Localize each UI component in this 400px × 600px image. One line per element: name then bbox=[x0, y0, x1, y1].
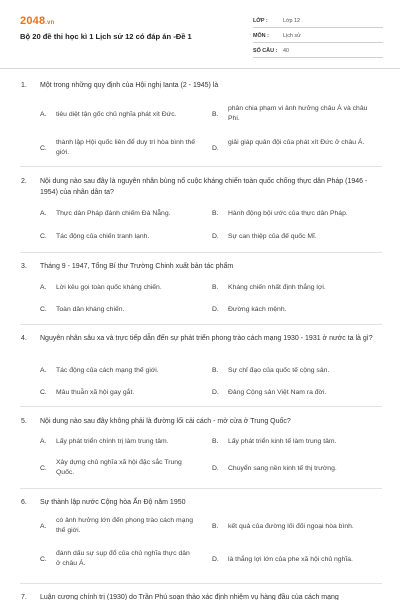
option-text: Tác động của chiến tranh lạnh. bbox=[56, 233, 150, 240]
option-letter: B. bbox=[212, 284, 219, 291]
option-text: phân chia phạm vi ảnh hưởng châu Á và châu Phi. bbox=[228, 105, 368, 122]
question-divider bbox=[20, 252, 382, 253]
option-letter: D. bbox=[212, 306, 219, 313]
option-letter: A. bbox=[40, 284, 47, 291]
option-letter: B. bbox=[212, 367, 219, 374]
option-text: thành lập Hội quốc liên để duy trì hòa bình thế giới. bbox=[56, 139, 196, 156]
option-text: Toàn dân kháng chiến. bbox=[56, 306, 125, 313]
question-text: Tháng 9 - 1947, Tổng Bí thư Trường Chinh xuất bản tác phẩm bbox=[40, 263, 234, 270]
option-letter: C. bbox=[40, 556, 47, 563]
meta-row-count bbox=[253, 44, 383, 58]
option-text: có ảnh hưởng lớn đến phong trào cách mạng thế giới. bbox=[56, 517, 194, 534]
option-text: tiêu diệt tận gốc chủ nghĩa phát xít Đức. bbox=[56, 111, 177, 118]
option-letter: C. bbox=[40, 465, 47, 472]
option-text: Lấy phát triển chính trị làm trung tâm. bbox=[56, 438, 169, 445]
question-number: 2. bbox=[21, 178, 27, 185]
document-title: Bộ 20 đề thi học kì 1 Lịch sử 12 có đáp án -Đề 1 bbox=[20, 32, 192, 41]
option-text: đánh dấu sự sụp đổ của chủ nghĩa thực dân ở châu Á. bbox=[56, 550, 190, 567]
logo-suffix: .vn bbox=[45, 20, 55, 26]
option-text: Chuyển sang nền kinh tế thị trường. bbox=[228, 465, 337, 472]
option-text: Tác động của cách mạng thế giới. bbox=[56, 367, 159, 374]
option-letter: C. bbox=[40, 233, 47, 240]
option-text: Sự chỉ đạo của quốc tế cộng sản. bbox=[228, 367, 330, 374]
option-letter: D. bbox=[212, 389, 219, 396]
option-letter: D. bbox=[212, 556, 219, 563]
question-text: Nội dung nào sau đây không phải là đường lối cải cách - mở cửa ở Trung Quốc? bbox=[40, 418, 291, 425]
question-text: Nguyên nhân sâu xa và trực tiếp dẫn đến sự phát triển phong trào cách mạng 1930 - 1931 ở nước ta là gì? bbox=[40, 335, 373, 342]
option-letter: B. bbox=[212, 210, 219, 217]
option-letter: C. bbox=[40, 306, 47, 313]
option-letter: A. bbox=[40, 438, 47, 445]
question-number: 4. bbox=[21, 335, 27, 342]
option-text: Thực dân Pháp đánh chiếm Đà Nẵng. bbox=[56, 210, 171, 217]
question-divider bbox=[20, 488, 382, 489]
option-letter: D. bbox=[212, 145, 219, 152]
meta-value: Lịch sử bbox=[283, 33, 301, 39]
question-divider bbox=[20, 324, 382, 325]
option-letter: D. bbox=[212, 465, 219, 472]
option-text: Đảng Cộng sản Việt Nam ra đời. bbox=[228, 389, 327, 396]
option-text: kết quả của đường lối đối ngoại hòa bình. bbox=[228, 523, 354, 530]
question-number: 1. bbox=[21, 82, 27, 89]
option-text: Mâu thuẫn xã hội gay gắt. bbox=[56, 389, 135, 396]
option-letter: D. bbox=[212, 233, 219, 240]
header-divider bbox=[0, 68, 400, 69]
option-letter: B. bbox=[212, 438, 219, 445]
option-letter: A. bbox=[40, 111, 47, 118]
option-letter: B. bbox=[212, 111, 219, 118]
option-letter: A. bbox=[40, 367, 47, 374]
question-number: 6. bbox=[21, 499, 27, 506]
question-text: Sự thành lập nước Cộng hòa Ấn Độ năm 1950 bbox=[40, 499, 186, 506]
question-divider bbox=[20, 166, 382, 167]
question-text: Nội dung nào sau đây là nguyên nhân bùng nổ cuộc kháng chiến toàn quốc chống thực dân Pháp (1946 - 1954) của nhân dân ta? bbox=[40, 178, 368, 196]
question-number: 7. bbox=[21, 594, 27, 600]
meta-value: 40 bbox=[283, 48, 289, 54]
option-text: giải giáp quân đội của phát xít Đức ở châu Á. bbox=[228, 139, 365, 146]
question-text: Luận cương chính trị (1930) do Trần Phú soạn thảo xác định nhiệm vụ hàng đầu của cách mạng bbox=[40, 594, 339, 600]
option-text: Đường kách mệnh. bbox=[228, 306, 287, 313]
option-letter: A. bbox=[40, 210, 47, 217]
option-text: Lấy phát triển kinh tế làm trung tâm. bbox=[228, 438, 337, 445]
option-text: Sự can thiệp của đế quốc Mĩ. bbox=[228, 233, 317, 240]
meta-row-subject bbox=[253, 29, 383, 43]
logo-main: 2048 bbox=[20, 15, 46, 27]
question-number: 3. bbox=[21, 263, 27, 270]
meta-key: MÔN : bbox=[253, 33, 269, 39]
option-text: Lời kêu gọi toàn quốc kháng chiến. bbox=[56, 284, 162, 291]
option-letter: C. bbox=[40, 145, 47, 152]
question-divider bbox=[20, 406, 382, 407]
meta-key: LỚP : bbox=[253, 18, 268, 24]
question-number: 5. bbox=[21, 418, 27, 425]
option-text: Kháng chiến nhất định thắng lợi. bbox=[228, 284, 326, 291]
option-text: là thắng lợi lớn của phe xã hội chủ nghĩa. bbox=[228, 556, 353, 563]
option-letter: C. bbox=[40, 389, 47, 396]
site-logo[interactable] bbox=[20, 15, 55, 27]
question-text: Một trong những quy định của Hội nghị Ianta (2 - 1945) là bbox=[40, 82, 219, 89]
meta-value: Lớp 12 bbox=[283, 18, 301, 24]
option-letter: B. bbox=[212, 523, 219, 530]
question-divider bbox=[20, 583, 382, 584]
meta-row-class bbox=[253, 14, 383, 28]
option-text: Xây dựng chủ nghĩa xã hội đặc sắc Trung Quốc. bbox=[56, 459, 182, 476]
option-text: Hành động bội ước của thực dân Pháp. bbox=[228, 210, 348, 217]
option-letter: A. bbox=[40, 523, 47, 530]
meta-key: SỐ CÂU : bbox=[253, 48, 278, 54]
page-header bbox=[0, 0, 400, 62]
